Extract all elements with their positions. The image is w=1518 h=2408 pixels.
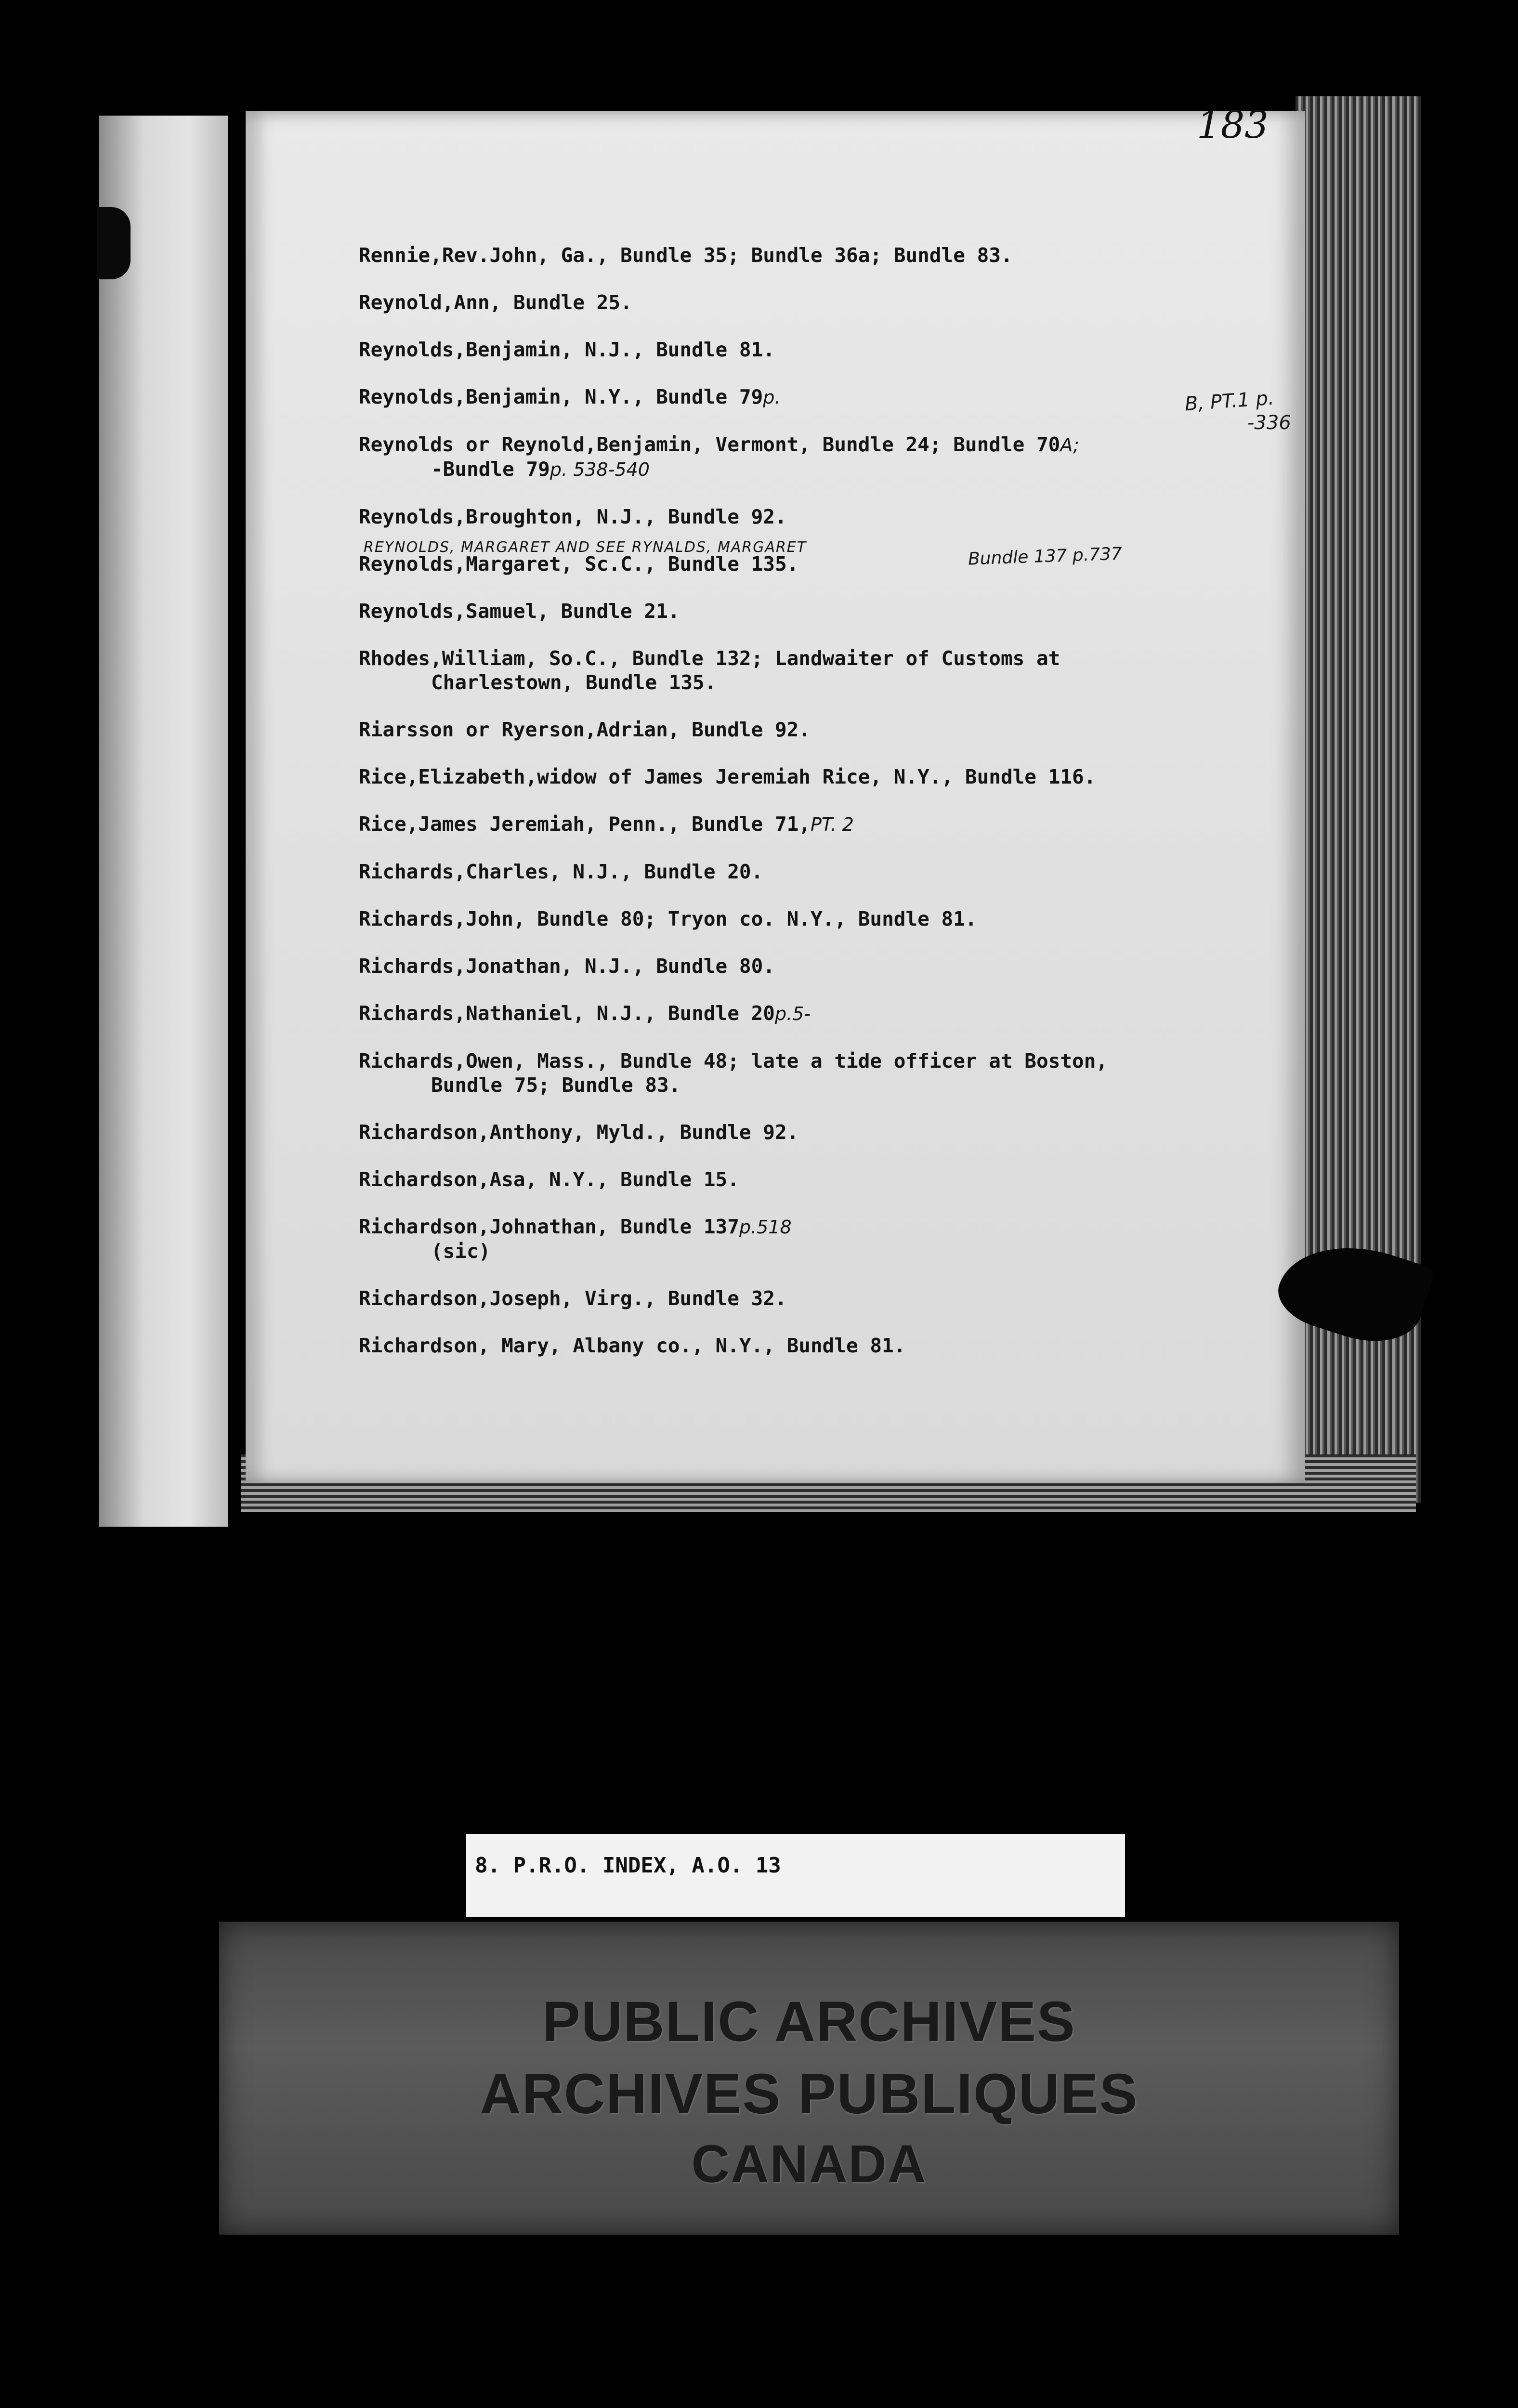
index-entry (359, 385, 1303, 409)
index-entry (359, 432, 1303, 482)
index-entry (359, 539, 1303, 576)
entry-text: Reynold,Ann, Bundle 25. (359, 291, 632, 314)
entry-continuation (359, 1239, 1303, 1263)
entry-text: Richards,Jonathan, N.J., Bundle 80. (359, 955, 775, 978)
continuation-text: (sic) (431, 1240, 491, 1263)
entry-continuation (359, 670, 1303, 694)
index-entry (359, 646, 1303, 694)
index-entry (359, 954, 1303, 978)
binding-mark (97, 207, 131, 279)
index-entry (359, 907, 1303, 931)
index-entry (359, 812, 1303, 837)
handwritten-annotation: PT. 2 (811, 814, 854, 835)
index-entry (359, 1167, 1303, 1191)
entry-text: Richards,John, Bundle 80; Tryon co. N.Y., Bundle 81. (359, 907, 977, 930)
stamp-line-2: ARCHIVES PUBLIQUES (480, 2062, 1138, 2126)
entry-text: Richardson,Johnathan, Bundle 137 (359, 1215, 739, 1238)
page-number: 183 (1197, 104, 1269, 147)
entry-text: Rhodes,William, So.C., Bundle 132; Landwaiter of Customs at (359, 647, 1060, 670)
index-entry (359, 718, 1303, 742)
index-entry (359, 1286, 1303, 1310)
index-entry (359, 599, 1303, 623)
entry-text: Richards,Nathaniel, N.J., Bundle 20 (359, 1002, 775, 1025)
entry-text: Rice,James Jeremiah, Penn., Bundle 71, (359, 812, 811, 836)
entry-continuation (359, 457, 1303, 482)
handwritten-annotation: A; (1060, 434, 1079, 456)
index-entry (359, 338, 1303, 362)
index-entry (359, 1215, 1303, 1263)
entry-text: Riarsson or Ryerson,Adrian, Bundle 92. (359, 718, 811, 741)
entry-text: Richardson,Asa, N.Y., Bundle 15. (359, 1168, 739, 1191)
handwritten-annotation: p. 538-540 (550, 459, 650, 480)
entry-text: Richards,Owen, Mass., Bundle 48; late a tide officer at Boston, (359, 1049, 1108, 1073)
index-entry (359, 243, 1303, 267)
continuation-text: Bundle 75; Bundle 83. (431, 1073, 681, 1097)
index-entry (359, 1001, 1303, 1026)
entry-text: Richards,Charles, N.J., Bundle 20. (359, 860, 763, 883)
entry-text: Reynolds,Margaret, Sc.C., Bundle 135. (359, 552, 799, 576)
index-entry (359, 1334, 1303, 1358)
entry-text: Richardson,Anthony, Myld., Bundle 92. (359, 1121, 799, 1144)
stamp-line-1: PUBLIC ARCHIVES (542, 1990, 1076, 2054)
catalogue-label: 8. P.R.O. INDEX, A.O. 13 (466, 1834, 1125, 1917)
facing-page-strip (99, 116, 228, 1527)
entry-text: Reynolds,Benjamin, N.Y., Bundle 79 (359, 385, 763, 408)
entry-text: Rennie,Rev.John, Ga., Bundle 35; Bundle 36a; Bundle 83. (359, 244, 1013, 267)
entry-text: Reynolds,Broughton, N.J., Bundle 92. (359, 505, 787, 528)
entry-text: Reynolds,Samuel, Bundle 21. (359, 600, 680, 623)
index-entry (359, 290, 1303, 314)
index-entry (359, 1049, 1303, 1097)
entry-continuation (359, 1073, 1303, 1097)
index-entry (359, 765, 1303, 789)
margin-note-pages: -336 (1247, 412, 1291, 434)
archives-stamp (219, 1922, 1399, 2235)
entry-text: Reynolds,Benjamin, N.J., Bundle 81. (359, 338, 775, 361)
index-entry (359, 505, 1303, 529)
handwritten-cross-reference: REYNOLDS, MARGARET AND SEE RYNALDS, MARGARET (364, 539, 807, 556)
index-entry (359, 860, 1303, 884)
entry-text: Richardson,Joseph, Virg., Bundle 32. (359, 1287, 787, 1310)
entry-text: Rice,Elizabeth,widow of James Jeremiah Rice, N.Y., Bundle 116. (359, 765, 1096, 788)
margin-note-bundle-137: Bundle 137 p.737 (968, 544, 1123, 569)
entry-text: Richardson, Mary, Albany co., N.Y., Bundle 81. (359, 1334, 906, 1357)
index-entry-list (359, 243, 1303, 1381)
continuation-text: -Bundle 79 (431, 458, 550, 481)
handwritten-annotation: p.5- (774, 1003, 811, 1024)
entry-text: Reynolds or Reynold,Benjamin, Vermont, Bundle 24; Bundle 70 (359, 433, 1060, 456)
stamp-line-3: CANADA (691, 2134, 927, 2194)
handwritten-annotation: p. (763, 387, 781, 408)
handwritten-annotation: p.518 (739, 1217, 792, 1238)
margin-note-b-pt1: B, PT.1 p. (1184, 387, 1275, 416)
index-entry (359, 1120, 1303, 1144)
continuation-text: Charlestown, Bundle 135. (431, 671, 717, 694)
